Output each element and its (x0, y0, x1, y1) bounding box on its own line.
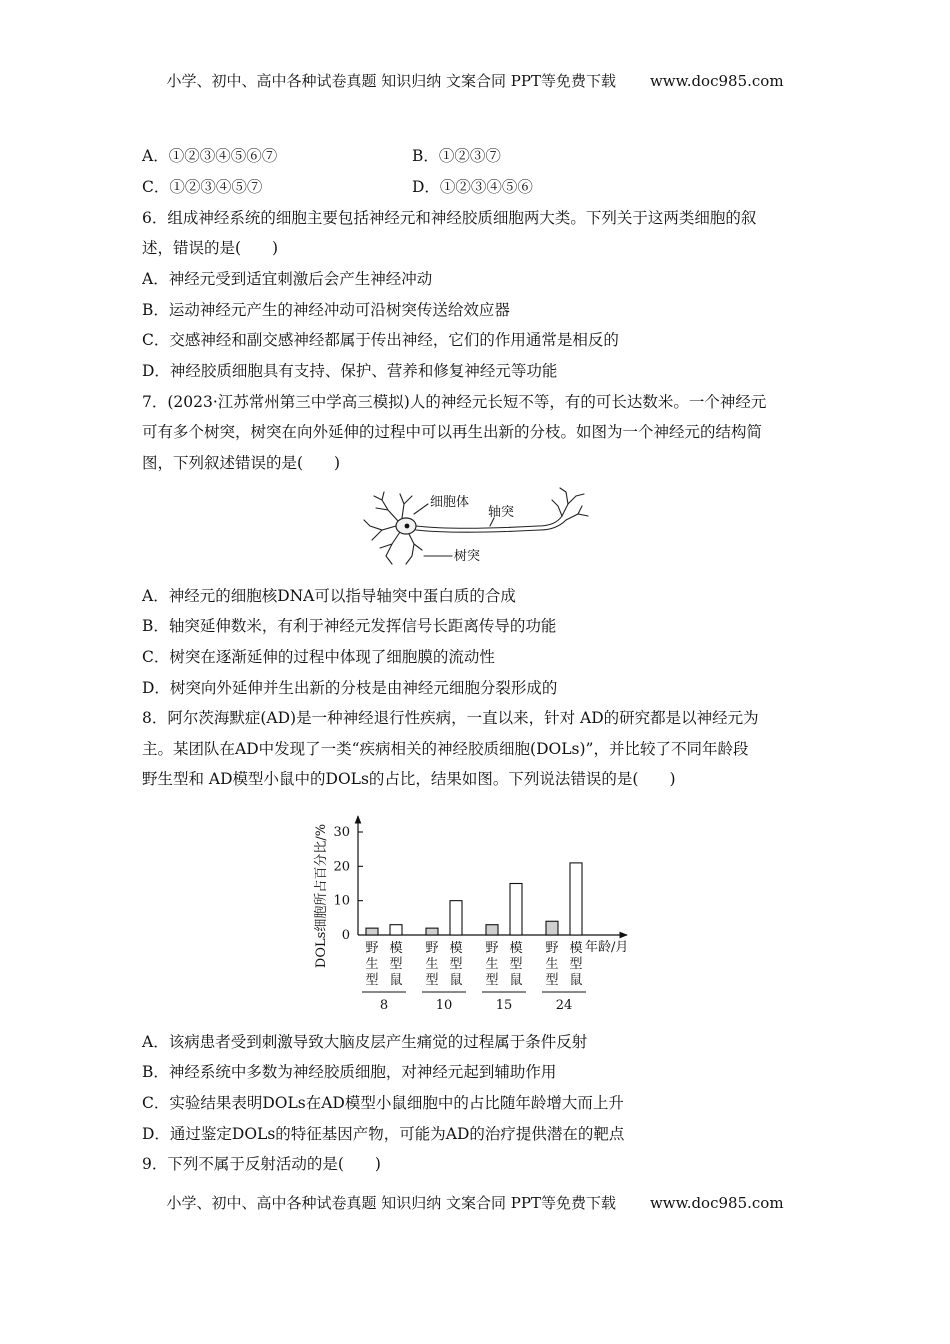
q8-option-c: C．实验结果表明DOLs在AD模型小鼠细胞中的占比随年龄增大而上升 (142, 1094, 624, 1112)
chart-x-label: 年龄/月 (585, 940, 629, 955)
q7-option-b: B．轴突延伸数米，有利于神经元发挥信号长距离传导的功能 (142, 617, 557, 635)
series-label-char: 型 (365, 973, 379, 988)
axon-terminal (566, 506, 588, 520)
footer-text: 小学、初中、高中各种试卷真题 知识归纳 文案合同 PPT等免费下载 (166, 1194, 616, 1212)
bar-model-24 (570, 863, 582, 935)
dendrite-branch (400, 494, 412, 518)
q6-stem-line-2: 述，错误的是( ) (142, 239, 279, 257)
chart-y-label: DOLs细胞所占百分比/% (314, 823, 329, 969)
y-tick-label: 10 (333, 893, 350, 909)
q8-option-b: B．神经系统中多数为神经胶质细胞，对神经元起到辅助作用 (142, 1063, 557, 1081)
neuron-diagram (362, 486, 594, 570)
axon-terminal (560, 488, 584, 516)
category-label: 10 (435, 998, 453, 1013)
series-label-char: 生 (365, 957, 379, 972)
dendrite-branch (374, 492, 398, 521)
y-tick-label: 20 (333, 859, 350, 875)
series-label-char: 野 (485, 941, 499, 956)
series-label-char: 模 (389, 941, 403, 956)
q5-option-d: D．①②③④⑤⑥ (412, 178, 533, 196)
q7-stem-line-3: 图，下列叙述错误的是( ) (142, 454, 341, 472)
q5-option-a: A．①②③④⑤⑥⑦ (142, 147, 278, 165)
y-tick-label: 0 (341, 928, 350, 943)
dendrite-branch (406, 532, 422, 564)
q7-stem-line-2: 可有多个树突，树突在向外延伸的过程中可以再生出新的分枝。如图为一个神经元的结构简 (142, 423, 763, 441)
bar-model-8 (390, 925, 402, 935)
series-label-char: 模 (509, 941, 523, 956)
bar-model-15 (510, 884, 522, 936)
series-label-char: 生 (485, 957, 499, 972)
dendrite-branch (364, 520, 396, 540)
q6-option-a: A．神经元受到适宜刺激后会产生神经冲动 (142, 270, 433, 288)
footer-site: www.doc985.com (649, 1194, 784, 1212)
series-label-char: 型 (389, 957, 403, 972)
series-label-char: 生 (425, 957, 439, 972)
category-label: 8 (379, 998, 389, 1013)
bar-model-10 (450, 901, 462, 935)
series-label-char: 鼠 (569, 973, 583, 988)
series-label-char: 型 (569, 957, 583, 972)
series-label-char: 型 (485, 973, 499, 988)
nucleus (405, 524, 410, 529)
dols-bar-chart (305, 804, 650, 1014)
page-footer (0, 1192, 950, 1213)
series-label-char: 鼠 (509, 973, 523, 988)
q7-option-a: A．神经元的细胞核DNA可以指导轴突中蛋白质的合成 (142, 587, 516, 605)
q7-option-c: C．树突在逐渐延伸的过程中体现了细胞膜的流动性 (142, 648, 495, 666)
header-text: 小学、初中、高中各种试卷真题 知识归纳 文案合同 PPT等免费下载 (166, 72, 616, 90)
series-label-char: 型 (509, 957, 523, 972)
axon-terminal (552, 500, 562, 516)
page-header (0, 70, 950, 91)
series-label-char: 鼠 (389, 973, 403, 988)
series-label-char: 模 (569, 941, 583, 956)
q6-option-c: C．交感神经和副交感神经都属于传出神经，它们的作用通常是相反的 (142, 331, 619, 349)
series-label-char: 野 (425, 941, 439, 956)
q8-stem-line-1: 8．阿尔茨海默症(AD)是一种神经退行性疾病，一直以来，针对 AD的研究都是以神经元为 (142, 709, 759, 727)
label-leader (414, 504, 428, 514)
series-label-char: 野 (365, 941, 379, 956)
series-label-char: 野 (545, 941, 559, 956)
series-label-char: 型 (449, 957, 463, 972)
q8-option-a: A．该病患者受到刺激导致大脑皮层产生痛觉的过程属于条件反射 (142, 1033, 588, 1051)
q6-stem-line-1: 6．组成神经系统的细胞主要包括神经元和神经胶质细胞两大类。下列关于这两类细胞的叙 (142, 209, 757, 227)
header-site: www.doc985.com (649, 72, 784, 90)
dendrite-branch (380, 532, 400, 564)
bar-wild-type-15 (486, 925, 498, 935)
bar-wild-type-8 (366, 928, 378, 935)
q9-stem: 9．下列不属于反射活动的是( ) (142, 1155, 381, 1173)
series-label-char: 模 (449, 941, 463, 956)
label-cell-body: 细胞体 (430, 495, 470, 510)
q8-stem-line-2: 主。某团队在AD中发现了一类“疾病相关的神经胶质细胞(DOLs)”，并比较了不同年龄段 (142, 740, 749, 758)
series-label-char: 型 (545, 973, 559, 988)
label-dendrite: 树突 (454, 549, 481, 564)
q5-option-c: C．①②③④⑤⑦ (142, 178, 263, 196)
y-tick-label: 30 (333, 825, 350, 840)
bar-wild-type-24 (546, 921, 558, 935)
series-label-char: 鼠 (449, 973, 463, 988)
q6-option-d: D．神经胶质细胞具有支持、保护、营养和修复神经元等功能 (142, 362, 558, 380)
q5-option-b: B．①②③⑦ (412, 147, 501, 165)
series-label-char: 型 (425, 973, 439, 988)
q7-option-d: D．树突向外延伸并生出新的分枝是由神经元细胞分裂形成的 (142, 679, 558, 697)
q8-stem-line-3: 野生型和 AD模型小鼠中的DOLs的占比，结果如图。下列说法错误的是( ) (142, 770, 676, 788)
category-label: 15 (495, 998, 513, 1013)
q6-option-b: B．运动神经元产生的神经冲动可沿树突传送给效应器 (142, 301, 510, 319)
q8-option-d: D．通过鉴定DOLs的特征基因产物，可能为AD的治疗提供潜在的靶点 (142, 1125, 625, 1143)
q7-stem-line-1: 7．(2023·江苏常州第三中学高三模拟)人的神经元长短不等，有的可长达数米。一个神经元 (142, 393, 767, 411)
bar-wild-type-10 (426, 928, 438, 935)
label-axon: 轴突 (488, 505, 515, 520)
category-label: 24 (555, 998, 573, 1013)
series-label-char: 生 (545, 957, 559, 972)
